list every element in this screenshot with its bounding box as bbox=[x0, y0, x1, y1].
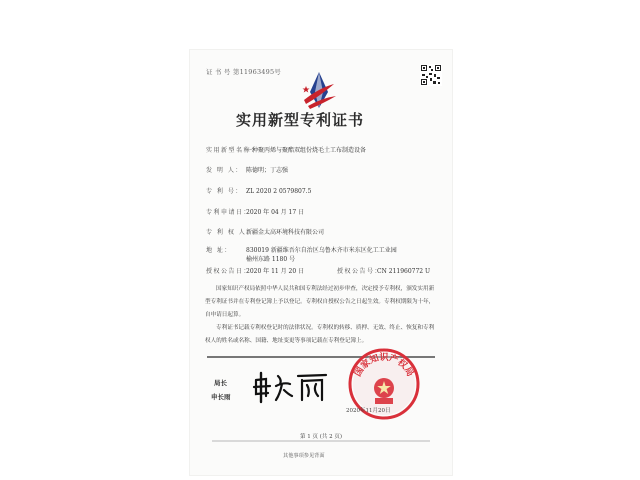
footer-note: 其他事项参见背面 bbox=[283, 453, 325, 459]
body-paragraph-2: 专利证书记载专利权登记时的法律状况。专利权的转移、质押、无效、终止、恢复和专利权人的姓名或名称、国籍、地址变更等事项记载在专利登记簿上。 bbox=[205, 325, 435, 344]
field-address-line2: 榆州东路 1180 号 bbox=[246, 256, 296, 263]
page-number: 第 1 页 (共 2 页) bbox=[300, 434, 343, 440]
field-patent-number: 专 利 号： ZL 2020 2 0579807.5 bbox=[206, 188, 312, 195]
certificate-title: 实用新型专利证书 bbox=[236, 111, 365, 129]
certificate-number: 证 书 号 第11963495号 bbox=[206, 68, 281, 76]
field-grant-announcement-number: 授权公告号：CN 211960772 U bbox=[337, 268, 431, 275]
director-signature bbox=[252, 370, 330, 404]
director-title: 局长 bbox=[214, 379, 227, 387]
body-paragraph-1: 国家知识产权局依照中华人民共和国专利法经过初步审查，决定授予专利权，颁发实用新型专利证书并在专利登记簿上予以登记。专利权自授权公告之日起生效。专利权期限为十年，自申请日起算。 bbox=[205, 286, 435, 318]
svg-text:国家知识产权局: 国家知识产权局 bbox=[353, 353, 415, 379]
field-application-date: 专利申请日：2020 年 04 月 17 日 bbox=[206, 209, 305, 216]
field-inventor: 发 明 人： 陈德明；丁志强 bbox=[206, 167, 289, 174]
field-patentee: 专 利 权 人：新疆金太高环境科技有限公司 bbox=[206, 229, 325, 236]
seal-date: 2020年11月20日 bbox=[346, 408, 391, 414]
qr-code-icon bbox=[420, 64, 442, 86]
patent-office-emblem-icon bbox=[298, 70, 340, 112]
director-name: 申长雨 bbox=[211, 393, 231, 401]
field-address: 地 址： 830019 新疆维吾尔自治区乌鲁木齐市米东区化工工业园 bbox=[206, 247, 397, 254]
certificate-body bbox=[205, 283, 439, 348]
field-utility-model-name: 实用新型名称：一种聚丙烯与聚酯双组份烧毛土工布制造设备 bbox=[206, 147, 367, 154]
field-grant-announcement-date: 授权公告日：2020 年 11 月 20 日 bbox=[206, 268, 305, 275]
bottom-strip bbox=[212, 440, 430, 442]
